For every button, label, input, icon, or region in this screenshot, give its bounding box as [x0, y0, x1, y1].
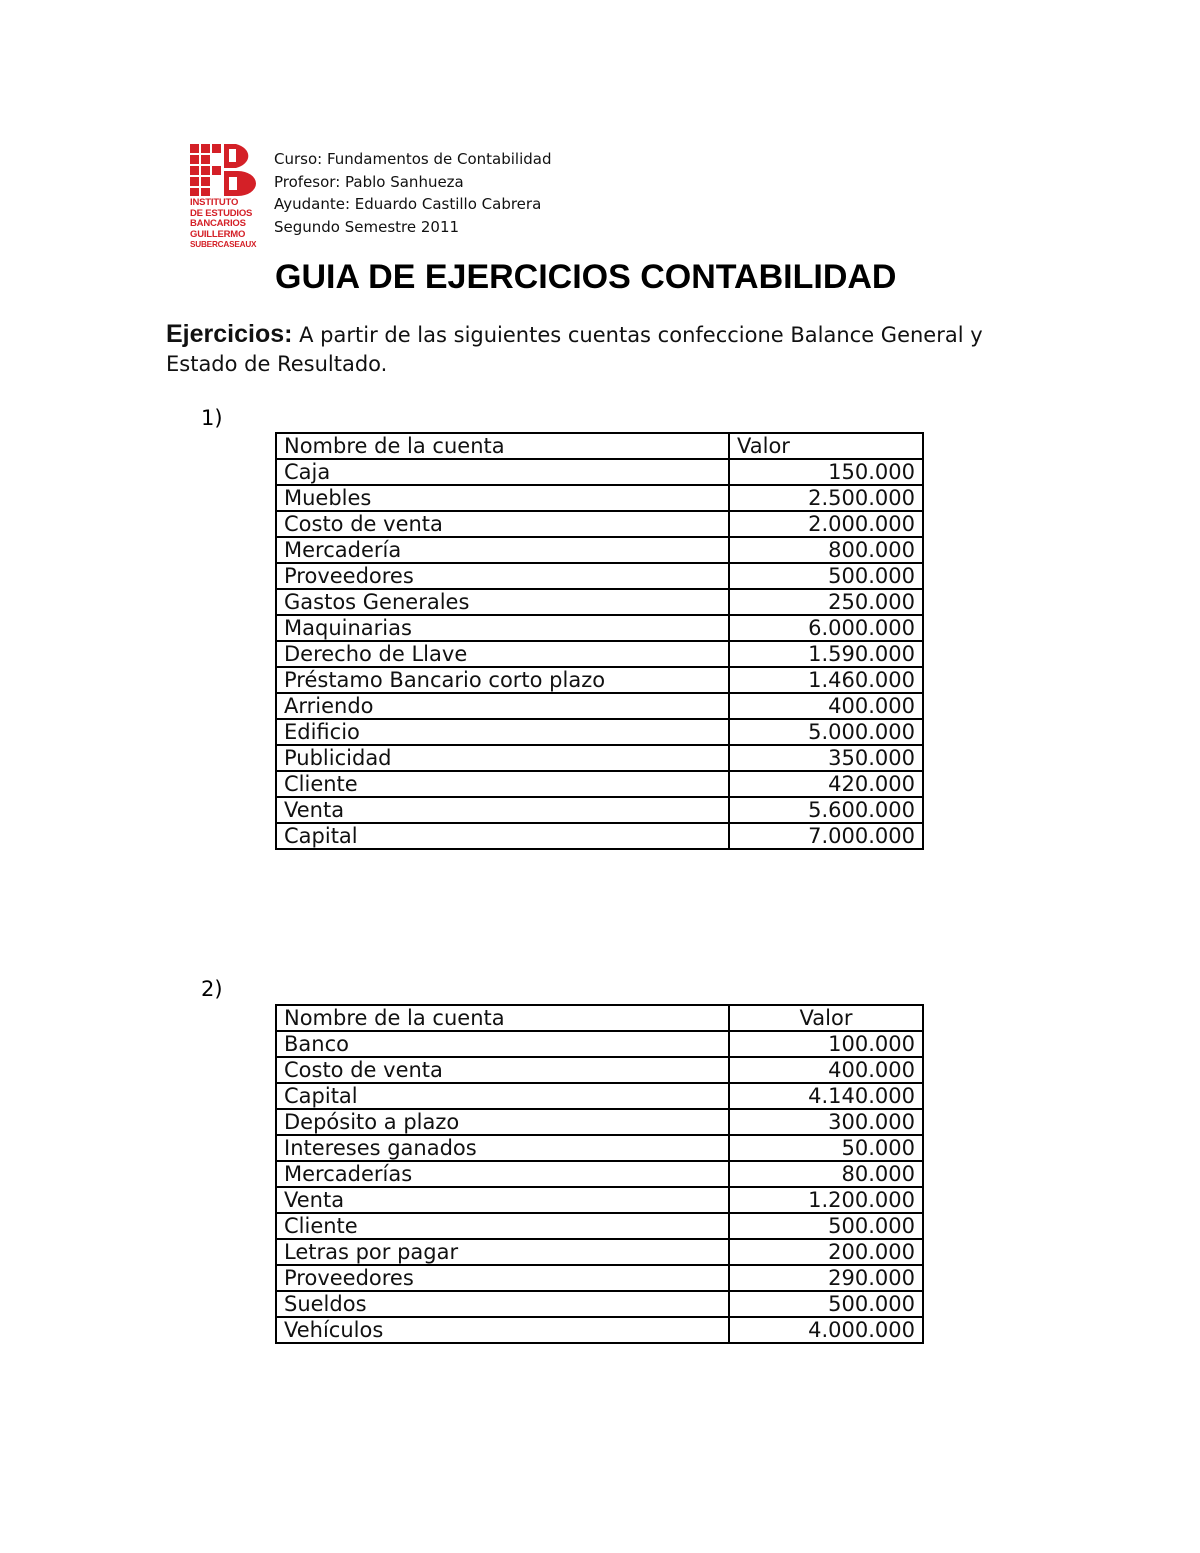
account-value: 420.000 [729, 771, 923, 797]
table-row [276, 1213, 923, 1239]
account-name: Muebles [276, 485, 729, 511]
table-row [276, 459, 923, 485]
account-value: 250.000 [729, 589, 923, 615]
account-value: 1.460.000 [729, 667, 923, 693]
account-name: Publicidad [276, 745, 729, 771]
table-row [276, 1239, 923, 1265]
table-row [276, 745, 923, 771]
account-value: 7.000.000 [729, 823, 923, 849]
account-value: 150.000 [729, 459, 923, 485]
table-row [276, 693, 923, 719]
account-name: Proveedores [276, 563, 729, 589]
table-header-row [276, 1005, 923, 1031]
table-row [276, 1109, 923, 1135]
account-name: Mercadería [276, 537, 729, 563]
exercise-2-table-body [276, 1005, 923, 1343]
account-value: 50.000 [729, 1135, 923, 1161]
account-name: Derecho de Llave [276, 641, 729, 667]
table-row [276, 537, 923, 563]
column-header-value: Valor [729, 1005, 923, 1031]
account-name: Edificio [276, 719, 729, 745]
account-value: 500.000 [729, 1291, 923, 1317]
instructions-text: A partir de las siguientes cuentas confeccione Balance General y Estado de Resultado. [166, 323, 983, 376]
table-row [276, 589, 923, 615]
logo-line: INSTITUTO [190, 197, 239, 208]
account-value: 5.600.000 [729, 797, 923, 823]
semester: Segundo Semestre 2011 [274, 217, 460, 236]
table-row [276, 667, 923, 693]
account-name: Letras por pagar [276, 1239, 729, 1265]
table-row [276, 797, 923, 823]
account-value: 5.000.000 [729, 719, 923, 745]
exercise-2-number: 2) [201, 977, 223, 1001]
account-name: Maquinarias [276, 615, 729, 641]
account-name: Venta [276, 797, 729, 823]
instructions [166, 320, 1016, 379]
table-row [276, 615, 923, 641]
account-value: 1.590.000 [729, 641, 923, 667]
account-value: 2.000.000 [729, 511, 923, 537]
account-value: 400.000 [729, 1057, 923, 1083]
account-value: 2.500.000 [729, 485, 923, 511]
account-name: Mercaderías [276, 1161, 729, 1187]
account-name: Vehículos [276, 1317, 729, 1343]
account-name: Banco [276, 1031, 729, 1057]
column-header-name: Nombre de la cuenta [276, 433, 729, 459]
table-row [276, 1031, 923, 1057]
account-value: 200.000 [729, 1239, 923, 1265]
institution-logo [190, 144, 256, 252]
account-value: 80.000 [729, 1161, 923, 1187]
account-value: 500.000 [729, 563, 923, 589]
assistant-name: Ayudante: Eduardo Castillo Cabrera [274, 195, 542, 213]
table-row [276, 1265, 923, 1291]
course-info [274, 148, 552, 238]
logo-line: SUBERCASEAUX [190, 240, 257, 249]
table-row [276, 485, 923, 511]
logo-wordmark [190, 198, 256, 251]
exercise-1-number: 1) [201, 406, 223, 430]
account-value: 350.000 [729, 745, 923, 771]
account-name: Proveedores [276, 1265, 729, 1291]
exercise-1-table [275, 432, 924, 850]
table-row [276, 1187, 923, 1213]
table-row [276, 823, 923, 849]
account-name: Gastos Generales [276, 589, 729, 615]
account-name: Intereses ganados [276, 1135, 729, 1161]
account-name: Venta [276, 1187, 729, 1213]
logo-mark-icon [190, 144, 256, 196]
account-value: 4.140.000 [729, 1083, 923, 1109]
account-value: 400.000 [729, 693, 923, 719]
account-value: 6.000.000 [729, 615, 923, 641]
account-name: Arriendo [276, 693, 729, 719]
account-name: Depósito a plazo [276, 1109, 729, 1135]
account-name: Caja [276, 459, 729, 485]
table-row [276, 719, 923, 745]
table-header-row [276, 433, 923, 459]
professor-name: Profesor: Pablo Sanhueza [274, 172, 464, 191]
account-value: 100.000 [729, 1031, 923, 1057]
table-row [276, 1135, 923, 1161]
column-header-value: Valor [729, 433, 923, 459]
account-value: 300.000 [729, 1109, 923, 1135]
account-name: Préstamo Bancario corto plazo [276, 667, 729, 693]
table-row [276, 771, 923, 797]
account-value: 500.000 [729, 1213, 923, 1239]
logo-line: DE ESTUDIOS [190, 207, 253, 219]
account-value: 290.000 [729, 1265, 923, 1291]
page-title: GUIA DE EJERCICIOS CONTABILIDAD [275, 258, 897, 296]
account-value: 4.000.000 [729, 1317, 923, 1343]
table-row [276, 1083, 923, 1109]
table-row [276, 641, 923, 667]
account-name: Cliente [276, 771, 729, 797]
logo-line: BANCARIOS [190, 218, 246, 229]
account-name: Costo de venta [276, 1057, 729, 1083]
account-name: Capital [276, 823, 729, 849]
account-name: Costo de venta [276, 511, 729, 537]
account-value: 1.200.000 [729, 1187, 923, 1213]
logo-line: GUILLERMO [190, 228, 246, 240]
column-header-name: Nombre de la cuenta [276, 1005, 729, 1031]
table-row [276, 1317, 923, 1343]
account-value: 800.000 [729, 537, 923, 563]
exercise-1-table-body [276, 433, 923, 849]
instructions-lead: Ejercicios: [166, 320, 293, 348]
account-name: Capital [276, 1083, 729, 1109]
table-row [276, 1161, 923, 1187]
account-name: Sueldos [276, 1291, 729, 1317]
table-row [276, 563, 923, 589]
table-row [276, 1057, 923, 1083]
account-name: Cliente [276, 1213, 729, 1239]
exercise-2-table [275, 1004, 924, 1344]
course-name: Curso: Fundamentos de Contabilidad [274, 150, 552, 168]
table-row [276, 511, 923, 537]
table-row [276, 1291, 923, 1317]
